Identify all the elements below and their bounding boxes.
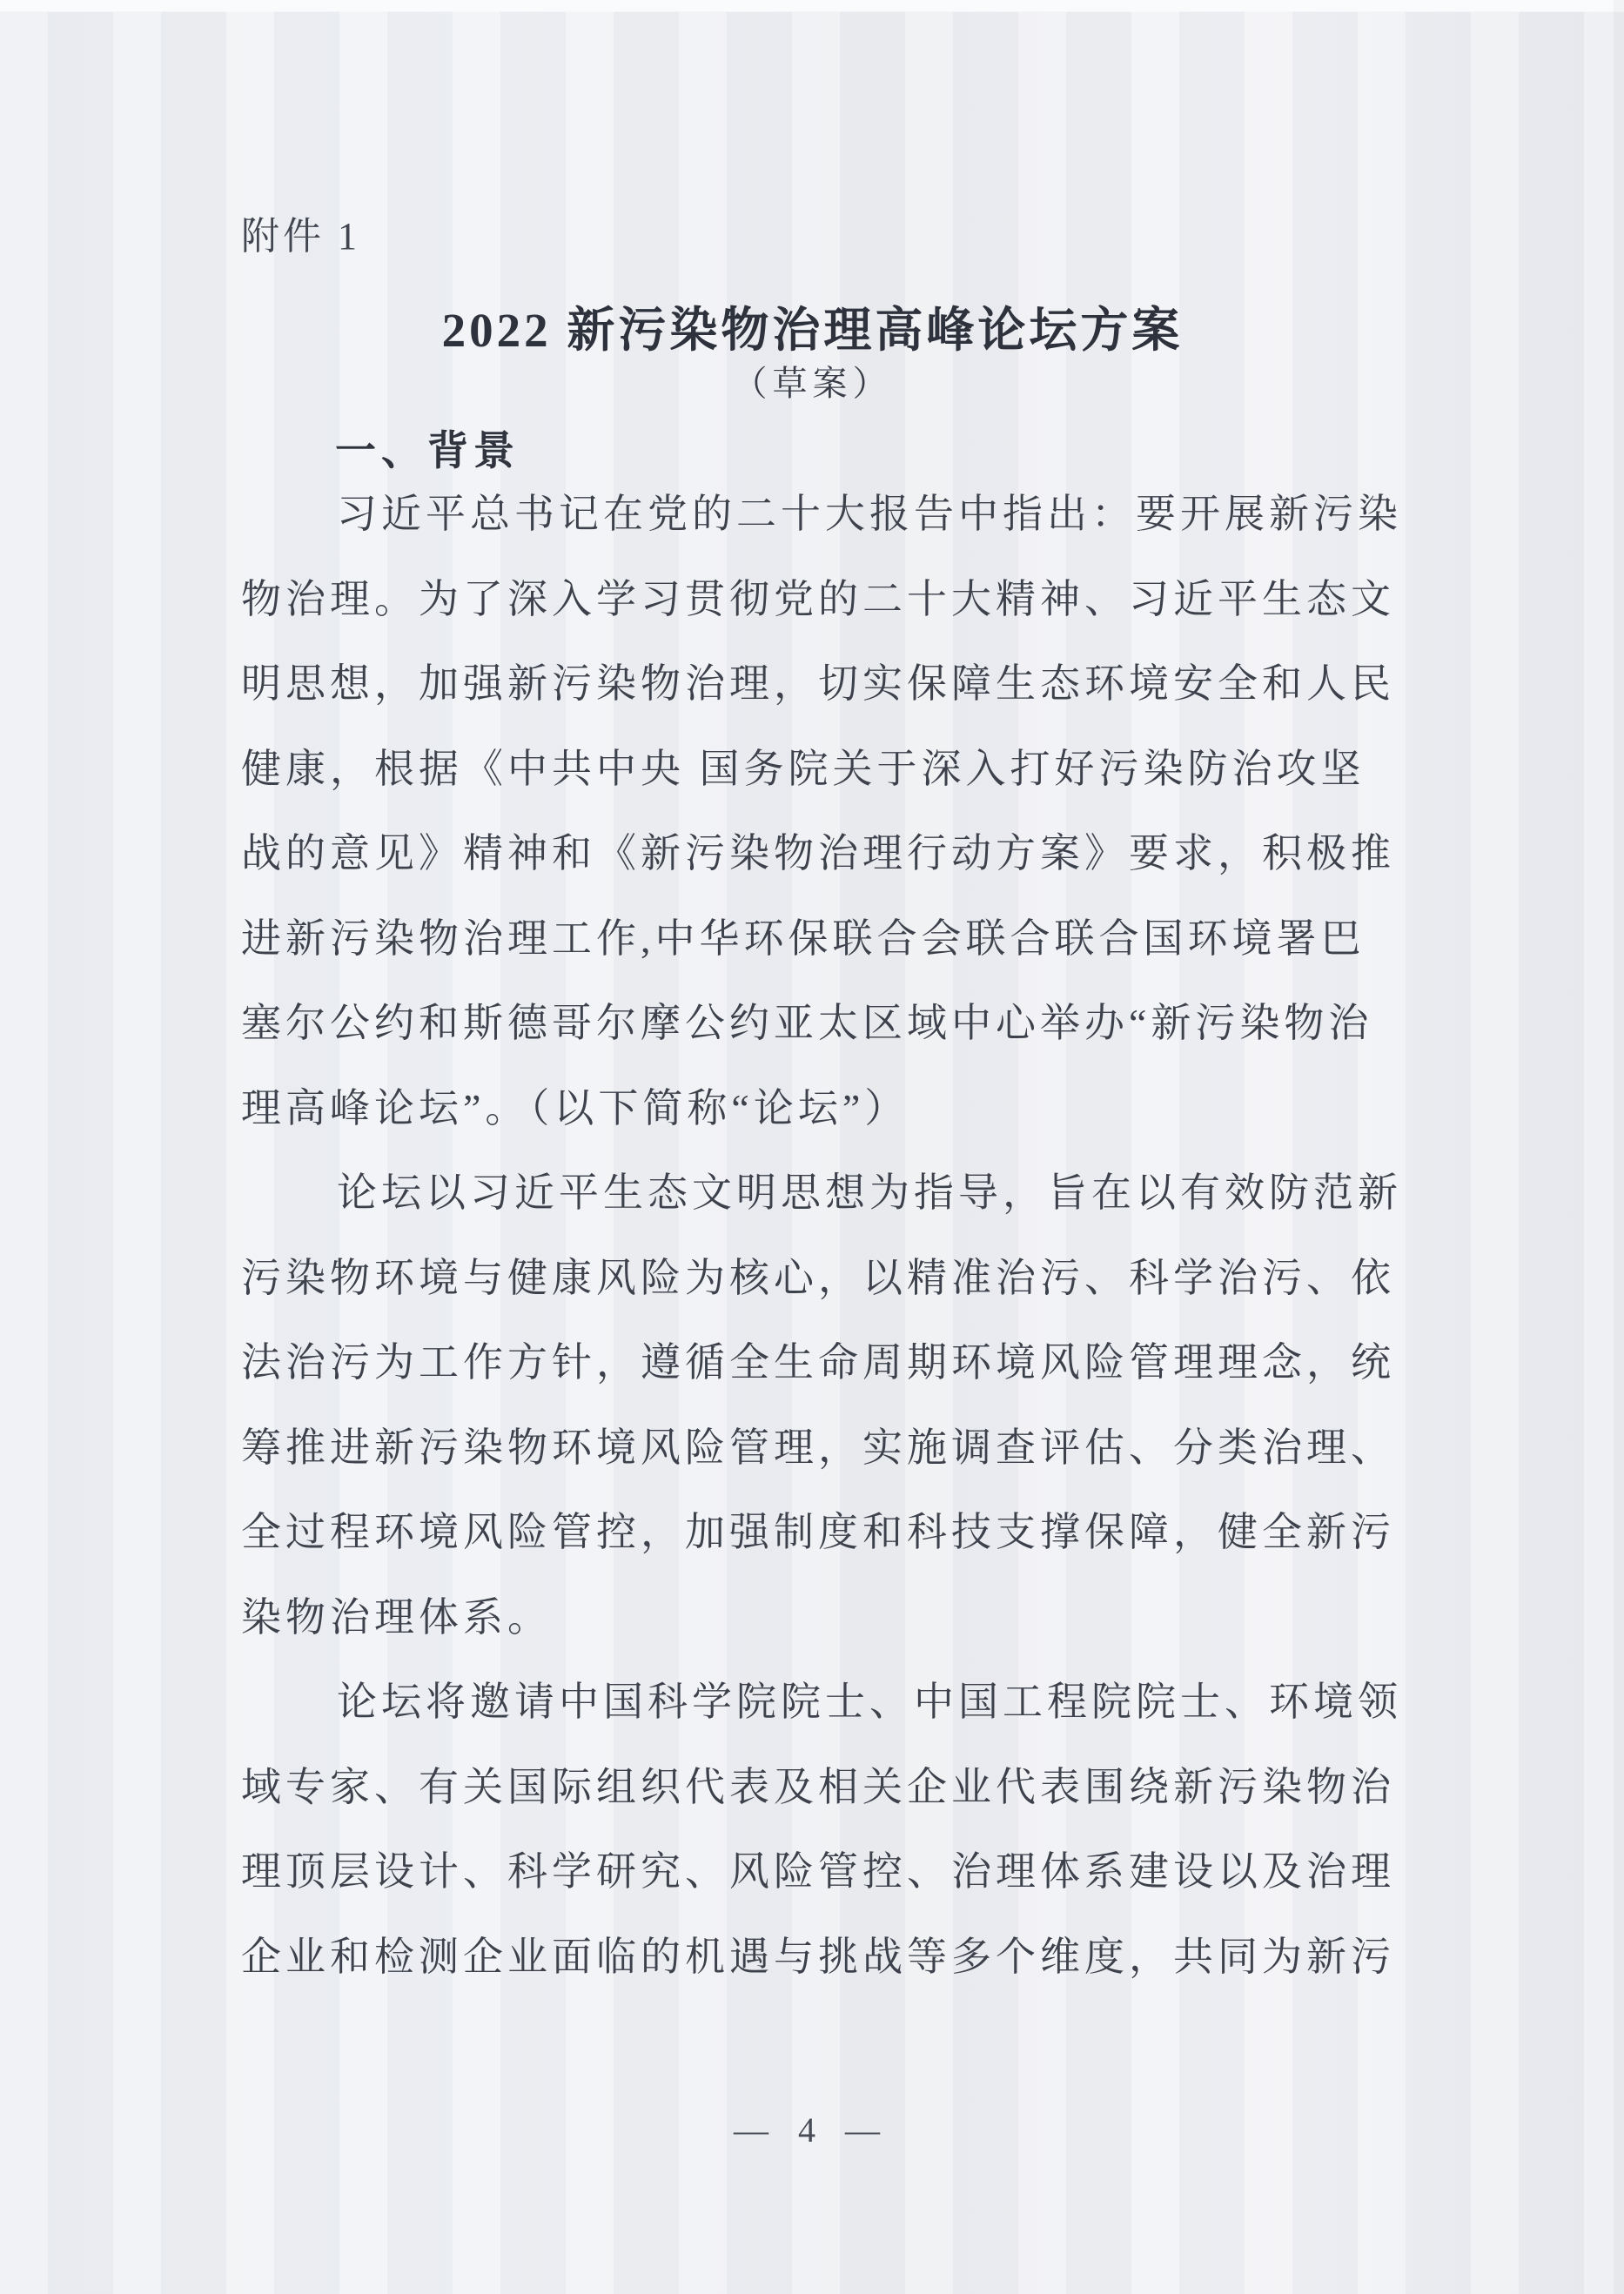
text-line: 企业和检测企业面临的机遇与挑战等多个维度，共同为新污 — [241, 1934, 1395, 1979]
document-title: 2022 新污染物治理高峰论坛方案 — [441, 304, 1184, 357]
attachment-label: 附件 1 — [241, 215, 360, 258]
text-line: 论坛以习近平生态文明思想为指导，旨在以有效防范新 — [337, 1170, 1402, 1215]
text-line: 战的意见》精神和《新污染物治理行动方案》要求，积极推 — [241, 831, 1395, 875]
document-body — [241, 0, 1402, 1999]
text-line: 筹推进新污染物环境风险管理，实施调查评估、分类治理、 — [241, 1425, 1395, 1470]
text-line: 健康，根据《中共中央 国务院关于深入打好污染防治攻坚 — [241, 746, 1366, 791]
text-line: 污染物环境与健康风险为核心，以精准治污、科学治污、依 — [241, 1255, 1395, 1300]
text-line: 全过程环境风险管控，加强制度和科技支撑保障，健全新污 — [241, 1510, 1395, 1554]
paragraph — [241, 1150, 1402, 1660]
text-line: 习近平总书记在党的二十大报告中指出：要开展新污染 — [337, 492, 1402, 536]
paragraph — [241, 472, 1402, 1150]
text-line: 论坛将邀请中国科学院院士、中国工程院院士、环境领 — [337, 1680, 1402, 1724]
text-line: 理顶层设计、科学研究、风险管控、治理体系建设以及治理 — [241, 1849, 1395, 1894]
text-line: 染物治理体系。 — [241, 1594, 552, 1640]
text-line: 域专家、有关国际组织代表及相关企业代表围绕新污染物治 — [241, 1764, 1395, 1809]
text-line: 法治污为工作方针，遵循全生命周期环境风险管理理念，统 — [241, 1340, 1395, 1385]
text-line: 理高峰论坛”。（以下简称“论坛”） — [241, 1085, 909, 1130]
text-line: 物治理。为了深入学习贯彻党的二十大精神、习近平生态文 — [241, 576, 1395, 621]
text-line: 进新污染物治理工作,中华环保联合会联合联合国环境署巴 — [241, 916, 1366, 961]
section-heading: 一、背景 — [335, 427, 520, 475]
body-text — [241, 472, 1402, 1999]
text-line: 明思想，加强新污染物治理，切实保障生态环境安全和人民 — [241, 661, 1395, 706]
text-line: 塞尔公约和斯德哥尔摩公约亚太区域中心举办“新污染物治 — [241, 1001, 1373, 1045]
paragraph — [241, 1660, 1402, 1999]
page-number: — 4 — — [734, 2110, 890, 2150]
document-subtitle: （草案） — [732, 364, 893, 403]
